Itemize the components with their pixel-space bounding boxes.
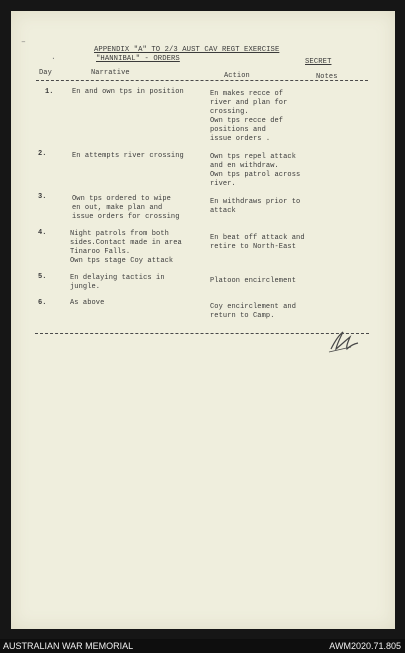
row-5-day: 5. — [38, 273, 47, 281]
row-6-action: Coy encirclement and return to Camp. — [210, 303, 297, 320]
row-3-action: En withdraws prior to attack — [210, 198, 301, 215]
row-3-narrative: Own tps ordered to wipe en out, make plan and issue orders for crossing — [72, 195, 180, 221]
row-2-action: Own tps repel attack and en withdraw. Own tps patrol across river. — [210, 153, 301, 188]
row-2-day: 2. — [38, 150, 47, 158]
classification-label: SECRET — [305, 58, 332, 66]
row-1-day: 1. — [45, 88, 54, 96]
row-1-action: En makes recce of river and plan for crossing. Own tps recce def positions and issue orders . — [210, 90, 288, 143]
column-header-notes: Notes — [316, 73, 338, 81]
signature — [323, 325, 363, 355]
pencil-mark: – — [21, 38, 26, 47]
document-page — [11, 11, 395, 629]
column-header-day: Day — [39, 69, 52, 77]
row-3-day: 3. — [38, 193, 47, 201]
column-header-action: Action — [224, 72, 250, 80]
row-6-day: 6. — [38, 299, 47, 307]
column-header-narrative: Narrative — [91, 69, 130, 77]
footer-source: AUSTRALIAN WAR MEMORIAL — [3, 641, 134, 651]
row-1-narrative: En and own tps in position — [72, 88, 184, 96]
header-rule — [36, 80, 368, 81]
row-6-narrative: As above — [70, 299, 105, 307]
row-5-narrative: En delaying tactics in jungle. — [70, 274, 165, 291]
end-rule — [35, 333, 369, 334]
row-4-day: 4. — [38, 229, 47, 237]
row-4-action: En beat off attack and retire to North-East — [210, 234, 305, 251]
document-subtitle: "HANNIBAL" - ORDERS — [96, 55, 180, 63]
footer-accession-number: AWM2020.71.805 — [329, 641, 401, 651]
row-5-action: Platoon encirclement — [210, 277, 297, 285]
document-title: APPENDIX "A" TO 2/3 AUST CAV REGT EXERCISE — [94, 46, 280, 54]
row-2-narrative: En attempts river crossing — [72, 152, 184, 160]
archive-footer — [0, 639, 405, 653]
row-4-narrative: Night patrols from both sides.Contact made in area Tinaroo Falls. Own tps stage Coy attack — [70, 230, 182, 265]
pencil-mark: . — [51, 53, 56, 62]
